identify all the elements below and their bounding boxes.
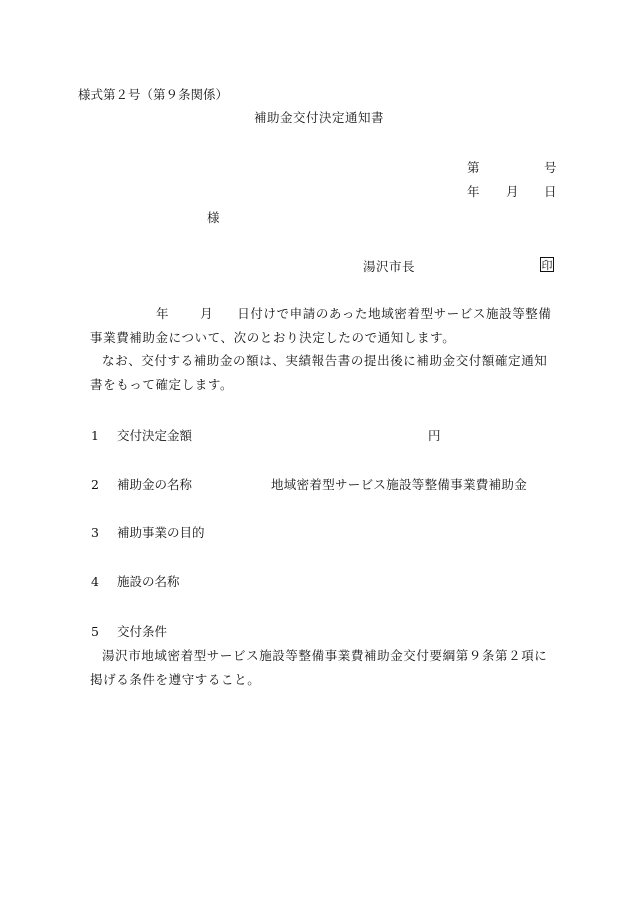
- condition-text: 湯沢市地域密着型サービス施設等整備事業費補助金交付要綱第９条第２項に掲げる条件を遵守すること。: [90, 648, 548, 687]
- notice-paragraph: [90, 302, 558, 349]
- date-day-label: 日: [544, 184, 557, 199]
- issuer-name: 湯沢市長: [363, 259, 416, 274]
- item-1-number: 1: [91, 428, 99, 443]
- seal-stamp: 印: [541, 259, 553, 272]
- item-4-number: 4: [91, 574, 99, 589]
- document-number-label: 第: [467, 160, 480, 175]
- subsidy-name-value: 地域密着型サービス施設等整備事業費補助金: [271, 477, 528, 492]
- item-3-number: 3: [91, 525, 99, 540]
- item-1-label: 交付決定金額: [117, 428, 193, 443]
- addressee-suffix: 様: [207, 210, 220, 225]
- condition-paragraph: [90, 644, 558, 691]
- document-title: 補助金交付決定通知書: [254, 110, 385, 125]
- item-2-number: 2: [91, 477, 99, 492]
- notice-month-label: 月: [200, 306, 214, 321]
- confirmation-text: なお、交付する補助金の額は、実績報告書の提出後に補助金交付額確定通知書をもって確定します。: [90, 353, 548, 392]
- item-5-label: 交付条件: [117, 624, 168, 639]
- date-year-label: 年: [467, 184, 480, 199]
- date-month-label: 月: [506, 184, 519, 199]
- form-number: 様式第２号（第９条関係）: [78, 87, 229, 102]
- item-5-number: 5: [91, 624, 99, 639]
- confirmation-paragraph: [90, 349, 558, 396]
- grant-amount-unit: 円: [428, 428, 441, 443]
- notice-text: 日付けで申請のあった地域密着型サービス施設等整備事業費補助金について、次のとおり決定したので通知します。: [90, 306, 552, 345]
- item-3-label: 補助事業の目的: [117, 525, 205, 540]
- item-2-label: 補助金の名称: [117, 477, 193, 492]
- document-number-suffix: 号: [544, 160, 557, 175]
- item-4-label: 施設の名称: [117, 574, 180, 589]
- notice-year-label: 年: [156, 306, 170, 321]
